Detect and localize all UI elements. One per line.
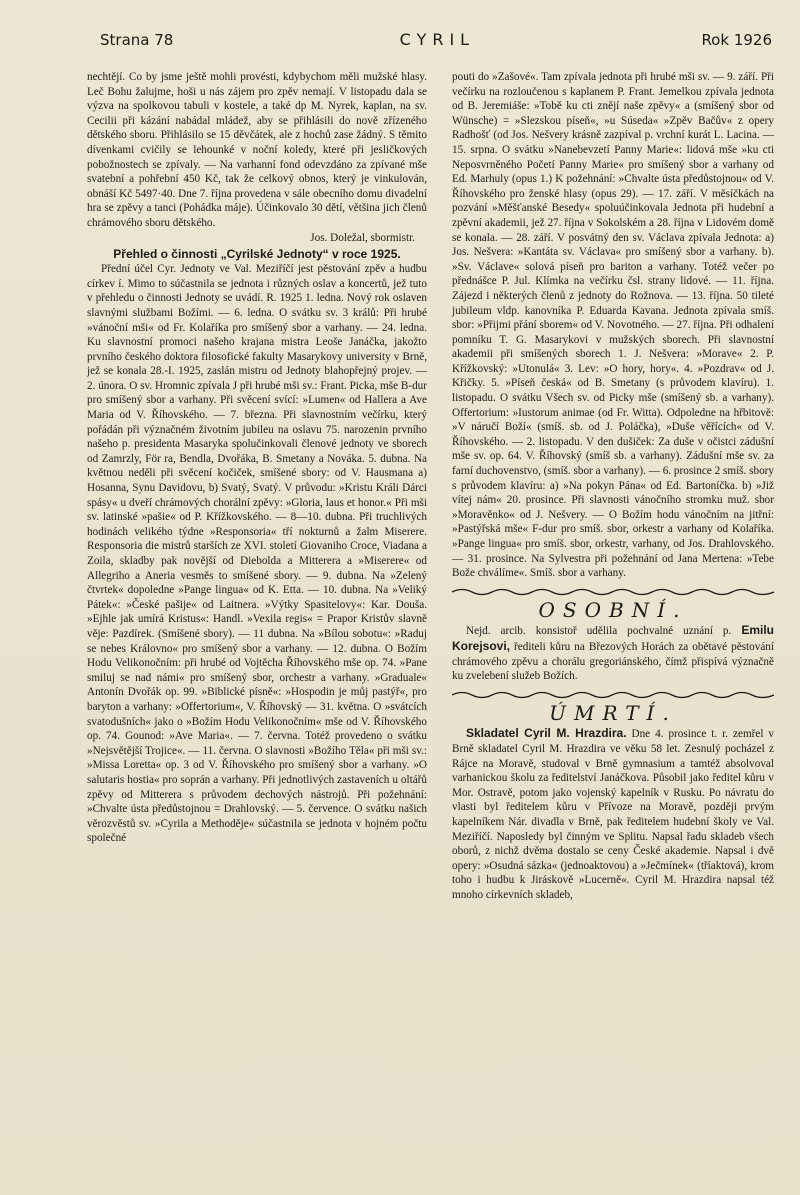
overview-continuation: pouti do »Zašové«. Tam zpívala jednota při hrubé mši sv. — 9. září. Při večírku na rozloučenou s kaplanem P. Frant. Jemelkou zpívala jednota od B. Jeremiáše: »Tobě ku cti znějí naše zpěvy« a (smíšený sbor od Wünsche) = »Slezskou píseň«, »u Súseda« »Zpěv Bačův« z opery Radhošť (od Jos. Nešvery krásně zazpíval p. vrchní kurát L. Lacina. — 15. srpna. O svátku »Nanebevzetí Panny Marie«: lidová mše »ku cti Neposvrněného Početí Panny Marie« pro smíšený sbor a varhany od Ed. Marhuly (opus 1.) K požehnání: »Chvalte ústa předůstojnou« od V. Říhovského pro ženské hlasy (opus 29). — 17. září. V měsíčkách na pozvání »Měšťanské Besedy« spoluúčinkovala Jednota při hudební a zpěvní akademii, jež 27. října v Sokolském a 28. října v Lidovém domě se konala. — 28. září. V posvátný den sv. Václava zpívala Jednota: a) Jos. Nešvera: »Kantáta sv. Václava« pro smíšený sbor a varhany. b). »Sv. Václave« solová píseň pro bariton a varhany. Totéž večer po přednášce P. Jul. Klímka na večírku čsl. strany lidové. — 11. října. Zájezd i některých členů z jednoty do Rožnova. — 13. října. 50 tileté jubileum vldp. kanovníka P. Eduarda Kavana. Jednota zpívala smíš. sbor: »Přijmi přání sborem« od V. Novotného. — 27. října. Při odhalení pomníku T. G. Masarykovi v mužských sborech. Při slavnostní akademii při smíšených sborech 1. J. Nešvera: »Morave« 2. P. Křížkovský: »Utonulá« 3. Lev: »O hory, hory«. 4. »Pozdrav« od J. Křičky. 5. »Píseň česká« od B. Smetany (s průvodem klavíru). 1. listopadu. O svátku Všech sv. od Picky mše (smíšený sb. a varhany). Offertorium: »Iustorum animae (od Fr. Witta). Odpoledne na hřbitově: »V náručí Boží« (smíš. sb. od J. Poláčka), »Duše věřících« od V. Říhovského. — 2. listopadu. V den dušiček: Za duše v očistci zádušní mše sv. op. 64. V. Říhovský (smíš sb. a varhany). Zádušní mše sv. za farní duchovenstvo, (smíš. sbor a varhany). — 6. prosince 2 smíš. sbory s průvodem klavíru: a) »Na pokyn Pána« od Ed. Bartoníčka. b) »Již vítej nám« 20. prosince. Při slavnosti vánočního stromku muž. sbor »Moravěnko« od J. Nešvery. — O Božím hodu vánočním na jitřní: »Pastýřská mše« F-dur pro smíš. sbor, orkestr a varhany od Kolaříka. »Pange lingua« pro smíš. sbor, orkestr, varhany, od Jos. Drahlovského. — 31. prosince. Na Sylvestra při požehnání od Jana Mertena: »Tebe Bože chválíme«. Smíš. sbor a varhany. (452, 71, 774, 580)
personal-text-start: Nejd. arcib. konsistoř udělila pochvalné uznání p. (466, 625, 742, 638)
honoree-name: Emilu Korejsovi, (452, 623, 774, 653)
left-column (87, 70, 427, 846)
section-divider (452, 690, 774, 700)
report-continuation: nechtějí. Co by jsme ještě mohli provésti, kdybychom měli mužské hlasy. Leč Bohu žalujme, hoši u nás zájem pro zpěv nemají. V listopadu dala se výzva na spolkovou tabuli v kostele, a také dp M. Nyrek, kaplan, na sv. Cecilii při kázání nabádal mládež, aby se přihlásili do nově zřízeného dětského sboru. Přihlásilo se 15 děvčátek, ale z hochů zase žádný. S těmito dívenkami cvičily se lehounké v noční koledy, které při jesličkových pobožnostech se zpívaly. — Na varhanní fond odevzdáno za zpívané mše svatební a pohřební 450 Kč, tak že celkový obnos, který je vinkulován, obnáší Kč 5497·40. Dne 7. října provedena v sále obecního domu divadelní hra se zpěvy a tanci (Pohádka máje). Účinkovalo 30 dětí, většina jich členů chrámového sboru dětského. (87, 71, 427, 229)
overview-body: Přední účel Cyr. Jednoty ve Val. Meziříčí jest pěstování zpěv a hudbu církev í. Mimo to súčastnila se jednota i různých oslav a koncertů, jež tuto v přehledu o činnosti Jednoty se uvádí. R. 1925 1. ledna. Nový rok oslaven slavnými službami Božími. — 6. ledna. O svátku sv. 3 králů: Při hrubé »vánoční mši« od Fr. Kolaříka pro smíšený sbor a varhany. — 24. ledna. Ku slavnostní promoci našeho krajana mistra Leoše Janáčka, jakožto prvního českého doktora filosofické fakulty Masarykovy university v Brně, jež se konala 28.-I. 1925, zaslán mistru od Jednoty blahopřejný projev. — 2. února. O sv. Hromnic zpívala J při hrubé mši sv.: Frant. Picka, mše B-dur pro smíšený sbor a varhany. Při svěcení svící: »Lumen« od Hallera a Ave Maria od V. Říhovského. — 7. března. Při slavnostním večírku, který pořádán při význačném životním jubileu na oslavu 75. narozenin prvního našeho p. presidenta Masaryka spolučinkovali členové jednoty ve sborech od Zamrzly, För ra, Bendla, Dvořáka, B. Smetany a Nováka. 5. dubna. Na květnou neděli při svěcení kočiček, smíšené sbory: od V. Hausmana a) Hosanna, Synu Davidovu, b) Svatý, Svatý. V průvodu: »Kristu Králi Dárci spásy« u dveří chrámových chorální zpěvy: »Gloria, laus et honor.« Při mši sv. latinské »pašie« od P. Křížkovského. — 8—10. dubna. Při truchlivých hodinách velikého týdne »Responsoria« tří nokturnů a žalm Miserere. Responsoria die mistrů starších ze XVI. století Giovaniho Croce, Viadana a Zoila, skladby pak novější od Diebolda a Mitterera a »Miserere« od Allegriho a Aneria vesměs to smíšené sbory. — 9. dubna. Na »Zelený čtvrtek« dopoledne »Pange lingua« od K. Etta. — 10. dubna. Na »Veliký Pátek«: »České pašije« od Laitnera. »Výtky Spasitelovy«: Kar. Douša. »Ejhle jak umírá Kristus«: Handl. »Vexila regis« = Prapor Kristův slavně věje: Pazdírek. (Smíšené sbory). — 11 dubna. Na »Bílou sobotu«: »Raduj se nebes Královno« pro smíšený sbor a varhany. — 12. dubna. O Božím Hodu Velikonočním: při hrubé od Vojtěcha Říhovského mše op. 74. »Pane smiluj se nad námi« pro smíšený sbor, orchestr a varhany. »Graduale« Antonín Dvořák op. 99. »Biblické písně«: »Hospodin je můj pastýř«, pro baryton a varhany: »Offertorium«, V. Říhovský — 31. května. O »svátcích svatodušních« jako o »Božím Hodu Velikonočním« mše od V. Říhovského op. 74. Gounod: »Ave Maria«. — 7. června. Totéž provedeno o svátku »Nejsvětější Trojice«. — 11. června. O slavnosti »Božího Těla« při mši sv.: »Missa Loretta« op. 3 od V. Říhovského pro smíšený sbor a varhany. »O salutaris hostia« pro soprán a varhany. Při jednotlivých zastaveních u oltářů zpěvy od Mitterera s průvodem dechových nástrojů. Při požehnání: »Chvalte ústa předůstojnou = Drahlovský. — 5. července. O svátku našich věrozvěstů sv. »Cyrila a Methoděje« súčastnila se jednota v hojném počtu společné (87, 263, 427, 845)
personal-section-title: OSOBNÍ. (538, 597, 688, 622)
personal-notice (452, 623, 774, 683)
obituary-body: Dne 4. prosince t. r. zemřel v Brně skladatel Cyril M. Hrazdira ve věku 58 let. Zesnulý pocházel z Rájce na Moravě, studoval v Brně gymnasium a tamtéž absolvoval varhanickou školu za ředitelství Janáčkova. Působil jako ředitel kůru v Mor. Ostravě, potom jako vojenský kapelník v Rusku. Po návratu do vlasti byl ředitelem kůru v Přívoze na Moravě, později prvým kapelníkem Nár. divadla v Brně, pak ředitelem hudební školy ve Val. Meziříčí. Naposledy byl činným ve Splitu. Napsal řadu skladeb všech oborů, z nichž dvěma dostalo se ceny České akademie. Napsal i dvě opery: »Osudná sázka« (jednoaktovou) a »Ječmínek« (tříaktová), krom toho i hudbu k Jiráskově »Lucerně«. Cyril M. Hrazdira napsal též mnoho církevních skladeb, (452, 728, 775, 901)
page-number: Strana 78 (100, 31, 174, 49)
report-signature: Jos. Doležal, sbormistr. (310, 231, 415, 244)
page-header (100, 30, 772, 58)
overview-heading: Přehled o činnosti „Cyrilské Jednoty“ v roce 1925. (113, 247, 401, 262)
page-year: Rok 1926 (701, 31, 772, 49)
magazine-title: CYRIL (399, 30, 476, 49)
obituary-text (452, 726, 774, 902)
obituary-section-title: ÚMRTÍ. (549, 700, 677, 725)
personal-text-end: řediteli kůru na Březových Horách za obětavé pěstování chrámového zpěvu a chorálu gregoriánského, čímž přispívá význačně ku zvelebení služeb Božích. (452, 640, 774, 683)
right-column (452, 70, 774, 902)
obituary-name: Skladatel Cyril M. Hrazdira. (466, 726, 627, 741)
section-divider (452, 587, 774, 597)
